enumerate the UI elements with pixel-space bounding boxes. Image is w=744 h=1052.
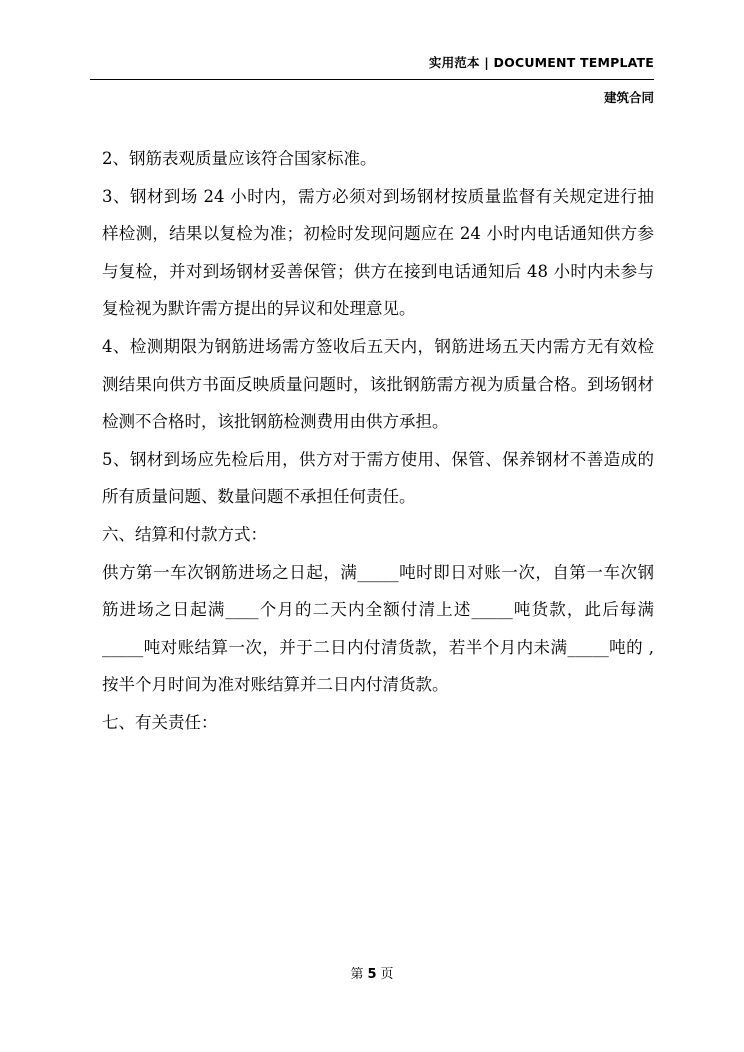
page-footer [0, 963, 744, 982]
header-template-label: 实用范本 | DOCUMENT TEMPLATE [428, 55, 654, 70]
paragraph-item-5: 5、钢材到场应先检后用，供方对于需方使用、保管、保养钢材不善造成的所有质量问题、数量问题不承担任何责任。 [102, 449, 654, 507]
section-heading-liability: 七、有关责任： [102, 712, 218, 732]
section-heading-settlement: 六、结算和付款方式： [102, 524, 267, 544]
footer-suffix: 页 [380, 967, 394, 982]
document-body [102, 140, 654, 742]
header-divider [90, 79, 654, 80]
paragraph-item-4: 4、检测期限为钢筋进场需方签收后五天内，钢筋进场五天内需方无有效检测结果向供方书面反映质量问题时，该批钢筋需方视为质量合格。到场钢材检测不合格时，该批钢筋检测费用由供方承担。 [102, 336, 654, 432]
paragraph-item-3: 3、钢材到场 24 小时内，需方必须对到场钢材按质量监督有关规定进行抽样检测，结果以复检为准；初检时发现问题应在 24 小时内电话通知供方参与复检，并对到场钢材妥善保管；供方在接到电话通知后 48 小时内未参与复检视为默许需方提出的异议和处理意见。 [102, 186, 654, 319]
footer-prefix: 第 [350, 967, 364, 982]
page-number: 5 [367, 967, 377, 982]
paragraph-settlement-terms: 供方第一车次钢筋进场之日起，满_____吨时即日对账一次，自第一车次钢筋进场之日起满____个月的二天内全额付清上述_____吨货款，此后每满_____吨对账结算一次，并于二日内付清货款，若半个月内未满_____吨的 ,按半个月时间为准对账结算并二日内付清货款。 [102, 562, 654, 695]
header-doc-type: 建筑合同 [603, 90, 654, 105]
paragraph-item-2: 2、钢筋表观质量应该符合国家标准。 [102, 149, 377, 168]
